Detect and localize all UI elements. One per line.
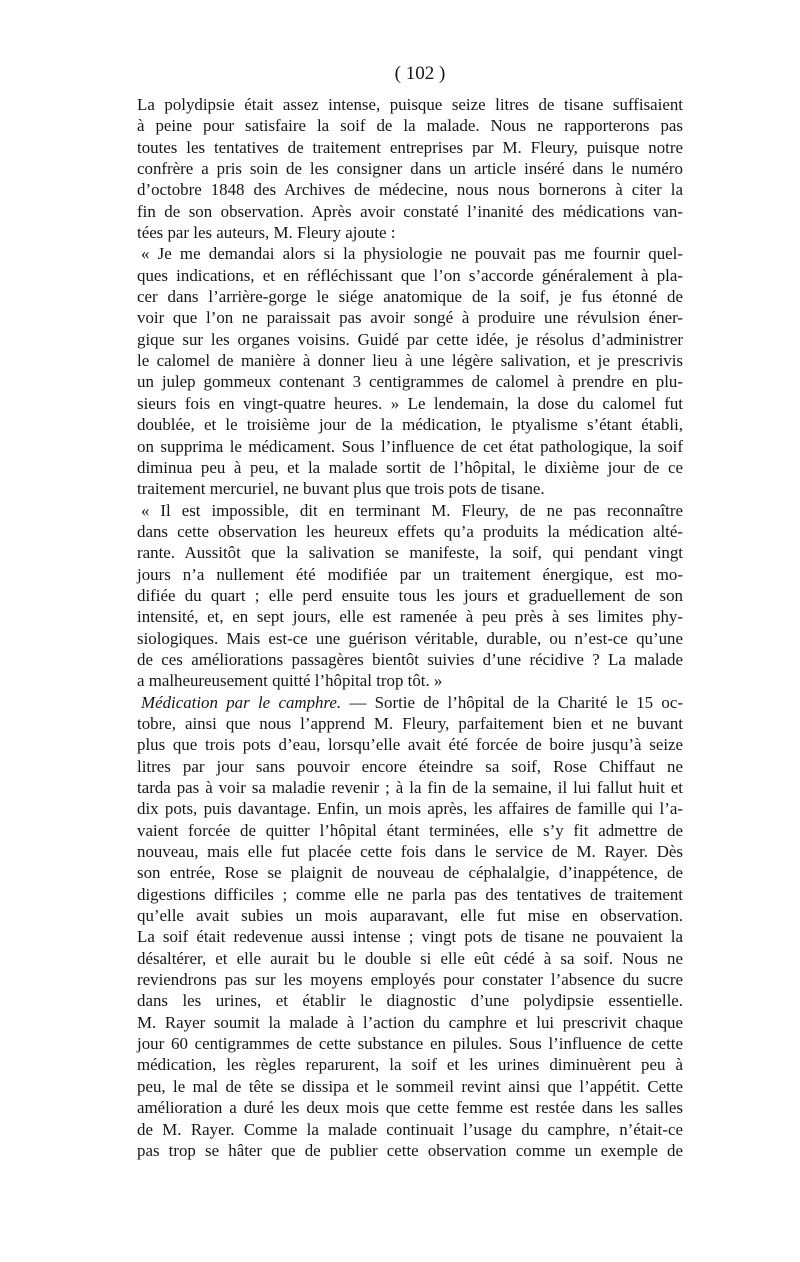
text-line: siologiques. Mais est-ce une guérison véritable, durable, ou n’est-ce qu’une — [137, 628, 683, 648]
text-line: litres par jour sans pouvoir encore éteindre sa soif, Rose Chiffaut ne — [137, 756, 683, 776]
text-line: « Je me demandai alors si la physiologie ne pouvait pas me fournir quel- — [141, 244, 683, 264]
text-line: traitement mercuriel, ne buvant plus que trois pots de tisane. — [137, 479, 545, 499]
text-line: peu, le mal de tête se dissipa et le sommeil revint ainsi que l’appétit. Cette — [137, 1076, 683, 1096]
text-line: voir que l’on ne paraissait pas avoir songé à produire une révulsion éner- — [137, 308, 683, 328]
text-line: diminua peu à peu, et la malade sortit de l’hôpital, le dixième jour de ce — [137, 457, 683, 477]
document-page — [137, 60, 683, 1161]
text-line: son entrée, Rose se plaignit de nouveau de céphalalgie, d’inappétence, de — [137, 863, 683, 883]
text-line: jour 60 centigrammes de cette substance en pilules. Sous l’influence de cette — [137, 1034, 683, 1054]
text-line: dans les urines, et établir le diagnostic d’une polydipsie essentielle. — [137, 991, 683, 1011]
text-line: gique sur les organes voisins. Guidé par cette idée, je résolus d’administrer — [137, 329, 683, 349]
paragraph — [137, 94, 683, 243]
text-line: a malheureusement quitté l’hôpital trop tôt. » — [137, 671, 443, 691]
text-line: intensité, et, en sept jours, elle est ramenée à peu près à ses limites phy- — [137, 607, 683, 627]
text-line: fin de son observation. Après avoir constaté l’inanité des médications van- — [137, 201, 683, 221]
text-line: dix pots, puis davantage. Enfin, un mois après, les affaires de famille qui l’a- — [137, 799, 683, 819]
text-line: on supprima le médicament. Sous l’influence de cet état pathologique, la soif — [137, 436, 683, 456]
text-line: digestions difficiles ; comme elle ne parla pas des tentatives de traitement — [137, 884, 683, 904]
text-line: tobre, ainsi que nous l’apprend M. Fleury, parfaitement bien et ne buvant — [137, 713, 683, 733]
text-line: cer dans l’arrière-gorge le siége anatomique de la soif, je fus étonné de — [137, 287, 683, 307]
text-line: La polydipsie était assez intense, puisque seize litres de tisane suffisaient — [137, 95, 683, 114]
text-line: le calomel de manière à donner lieu à une légère salivation, et je prescrivis — [137, 351, 683, 371]
text-line: désaltérer, et elle aurait bu le double si elle eût cédé à sa soif. Nous ne — [137, 948, 683, 968]
text-line: pas trop se hâter que de publier cette observation comme un exemple de — [137, 1140, 683, 1160]
text-line: La soif était redevenue aussi intense ; vingt pots de tisane ne pouvaient la — [137, 927, 683, 947]
text-line: difiée du quart ; elle perd ensuite tous les jours et graduellement de son — [137, 585, 683, 605]
text-line: sieurs fois en vingt-quatre heures. » Le lendemain, la dose du calomel fut — [137, 393, 683, 413]
text-line: doublée, et le troisième jour de la médication, le ptyalisme s’étant établi, — [137, 415, 683, 435]
text-line: ques indications, et en réfléchissant que l’on s’accorde généralement à pla- — [137, 265, 683, 285]
paragraph — [137, 692, 683, 1162]
text-line: M. Rayer soumit la malade à l’action du camphre et lui prescrivit chaque — [137, 1012, 683, 1032]
text-line: de ces améliorations passagères bientôt suivies d’une récidive ? La malade — [137, 649, 683, 669]
text-line: jours n’a nullement été modifiée par un traitement énergique, est mo- — [137, 564, 683, 584]
paragraph — [137, 243, 683, 499]
section-heading: Médication par le camphre. — [141, 692, 342, 712]
text-line: tarda pas à voir sa maladie revenir ; à la fin de la semaine, il lui fallut huit et — [137, 778, 683, 797]
text-line: vaient forcée de quitter l’hôpital étant terminées, elle s’y fit admettre de — [137, 820, 683, 840]
text-line: rante. Aussitôt que la salivation se manifeste, la soif, qui pendant vingt — [137, 543, 683, 563]
text-line: de M. Rayer. Comme la malade continuait l’usage du camphre, n’était-ce — [137, 1119, 683, 1139]
text-line: nouveau, mais elle fut placée cette fois dans le service de M. Rayer. Dès — [137, 842, 683, 862]
text-line: dans cette observation les heureux effets qu’a produits la médication alté- — [137, 521, 683, 541]
text-line: confrère a pris soin de les consigner dans un article inséré dans le numéro — [137, 159, 683, 179]
text-line: plus que trois pots d’eau, lorsqu’elle avait été forcée de boire jusqu’à seize — [137, 735, 683, 755]
text-line: qu’elle avait subies un mois auparavant, elle fut mise en observation. — [137, 906, 683, 926]
text-line: reviendrons pas sur les moyens employés pour constater l’absence du sucre — [137, 970, 683, 990]
text-line — [137, 692, 683, 713]
text-line: médication, les règles reparurent, la soif et les urines diminuèrent peu à — [137, 1055, 683, 1075]
text-line: tées par les auteurs, M. Fleury ajoute : — [137, 223, 396, 243]
page-number: ( 102 ) — [394, 63, 446, 84]
text-run: — Sortie de l’hôpital de la Charité le 15 oc- — [341, 692, 683, 712]
text-line: « Il est impossible, dit en terminant M. Fleury, de ne pas reconnaître — [141, 500, 683, 520]
paragraph — [137, 500, 683, 692]
text-line: amélioration a duré les deux mois que cette femme est restée dans les salles — [137, 1098, 683, 1118]
text-line: à peine pour satisfaire la soif de la malade. Nous ne rapporterons pas — [137, 116, 683, 136]
text-line: toutes les tentatives de traitement entreprises par M. Fleury, puisque notre — [137, 137, 683, 157]
text-line: un julep gommeux contenant 3 centigrammes de calomel à prendre en plu- — [137, 372, 683, 392]
text-line: d’octobre 1848 des Archives de médecine, nous nous bornerons à citer la — [137, 180, 683, 200]
